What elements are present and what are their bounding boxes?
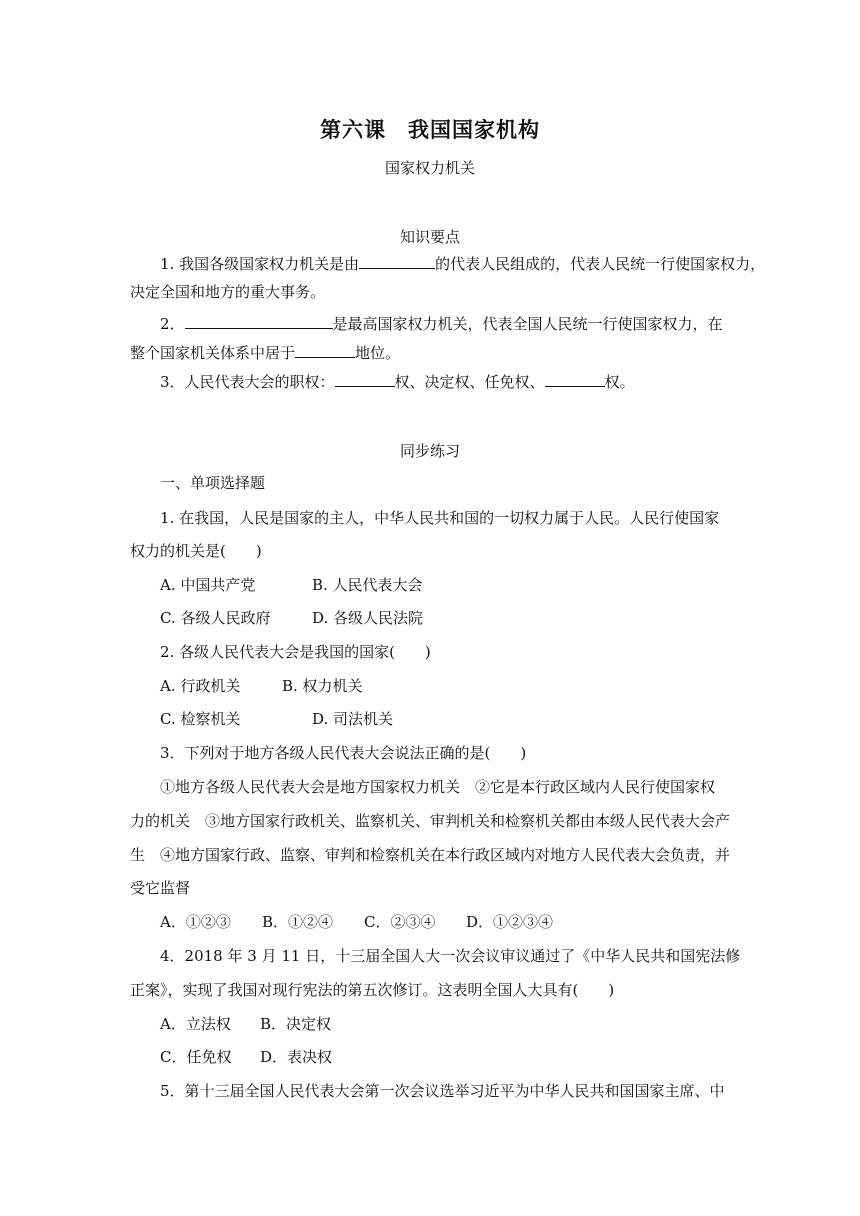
fill-blank-5[interactable] <box>545 370 605 387</box>
question-3-statement-line-3: 生 ④地方国家行政、监察、审判和检察机关在本行政区域内对地方人民代表大会负责，并 <box>130 846 731 864</box>
fill-blank-1[interactable] <box>359 252 435 269</box>
question-3-option-a[interactable]: A．①②③ <box>160 913 231 931</box>
question-3-options <box>160 912 553 932</box>
page-title: 第六课 我国国家机构 <box>320 117 540 142</box>
page-subtitle: 国家权力机关 <box>384 159 475 177</box>
question-2-option-a[interactable]: A. 行政机关 <box>160 677 241 695</box>
question-3-statement-line-2: 力的机关 ③地方国家行政机关、监察机关、审判机关和检察机关都由本级人民代表大会产 <box>130 812 731 830</box>
question-1-option-d[interactable]: D. 各级人民法院 <box>312 609 424 627</box>
knowledge-item-3-text-a: 3．人民代表大会的职权： <box>160 373 335 391</box>
question-3-statement-line-1: ①地方各级人民代表大会是地方国家权力机关 ②它是本行政区域内人民行使国家权 <box>160 778 716 796</box>
question-4-option-d[interactable]: D．表决权 <box>260 1048 333 1066</box>
knowledge-item-1-line-2: 决定全国和地方的重大事务。 <box>130 283 326 301</box>
question-3-option-d[interactable]: D．①②③④ <box>466 913 554 931</box>
question-4-option-a[interactable]: A．立法权 <box>160 1015 231 1033</box>
knowledge-item-1-text-b: 的代表人民组成的，代表人民统一行使国家权力， <box>435 255 766 273</box>
question-3-statement-line-4: 受它监督 <box>130 879 191 897</box>
question-3-option-b[interactable]: B．①②④ <box>262 913 334 931</box>
knowledge-item-1-text-a: 1. 我国各级国家权力机关是由 <box>160 255 360 273</box>
question-3-line-1: 3．下列对于地方各级人民代表大会说法正确的是( ) <box>160 744 527 762</box>
section-title: 一、单项选择题 <box>160 474 266 492</box>
knowledge-item-3-text-c: 权。 <box>604 373 635 391</box>
question-2-option-c[interactable]: C. 检察机关 <box>160 710 241 728</box>
question-1-line-2: 权力的机关是( ) <box>130 542 262 560</box>
knowledge-item-2-text-b: 是最高国家权力机关，代表全国人民统一行使国家权力，在 <box>332 315 723 333</box>
fill-blank-3[interactable] <box>295 341 355 358</box>
knowledge-item-2-text-a: 2． <box>160 315 185 333</box>
question-1-option-a[interactable]: A. 中国共产党 <box>160 576 256 594</box>
fill-blank-4[interactable] <box>335 370 395 387</box>
fill-blank-2[interactable] <box>185 312 333 329</box>
question-2-options-row-2 <box>160 709 393 729</box>
question-4-line-1: 4．2018 年 3 月 11 日，十三届全国人大一次会议审议通过了《中华人民共和国宪法修 <box>160 947 741 965</box>
knowledge-item-2-line-1 <box>160 312 723 334</box>
question-1-option-b[interactable]: B. 人民代表大会 <box>312 576 423 594</box>
question-1-line-1: 1. 在我国，人民是国家的主人，中华人民共和国的一切权力属于人民。人民行使国家 <box>160 509 720 527</box>
question-2-option-b[interactable]: B. 权力机关 <box>282 677 363 695</box>
question-5-line-1: 5．第十三届全国人民代表大会第一次会议选举习近平为中华人民共和国国家主席、中 <box>160 1082 725 1100</box>
knowledge-item-3-text-b: 权、决定权、任免权、 <box>394 373 545 391</box>
knowledge-item-2-text-d: 地位。 <box>355 344 401 362</box>
knowledge-item-2-line-2 <box>130 341 400 363</box>
knowledge-item-2-text-c: 整个国家机关体系中居于 <box>130 344 296 362</box>
knowledge-item-1-line-1 <box>160 252 765 274</box>
question-4-options-row-1 <box>160 1014 331 1034</box>
question-1-options-row-2 <box>160 608 423 628</box>
question-2-option-d[interactable]: D. 司法机关 <box>312 710 394 728</box>
question-4-line-2: 正案》，实现了我国对现行宪法的第五次修订。这表明全国人大具有( ) <box>130 981 615 999</box>
knowledge-item-3 <box>160 370 635 392</box>
question-4-option-b[interactable]: B．决定权 <box>260 1015 332 1033</box>
question-4-options-row-2 <box>160 1047 332 1067</box>
question-2-options-row-1 <box>160 676 363 696</box>
question-1-option-c[interactable]: C. 各级人民政府 <box>160 609 271 627</box>
practice-heading: 同步练习 <box>399 442 460 460</box>
question-1-options-row-1 <box>160 575 423 595</box>
question-4-option-c[interactable]: C．任免权 <box>160 1048 232 1066</box>
knowledge-heading: 知识要点 <box>399 228 460 246</box>
question-2-line-1: 2. 各级人民代表大会是我国的国家( ) <box>160 643 431 661</box>
question-3-option-c[interactable]: C．②③④ <box>364 913 436 931</box>
